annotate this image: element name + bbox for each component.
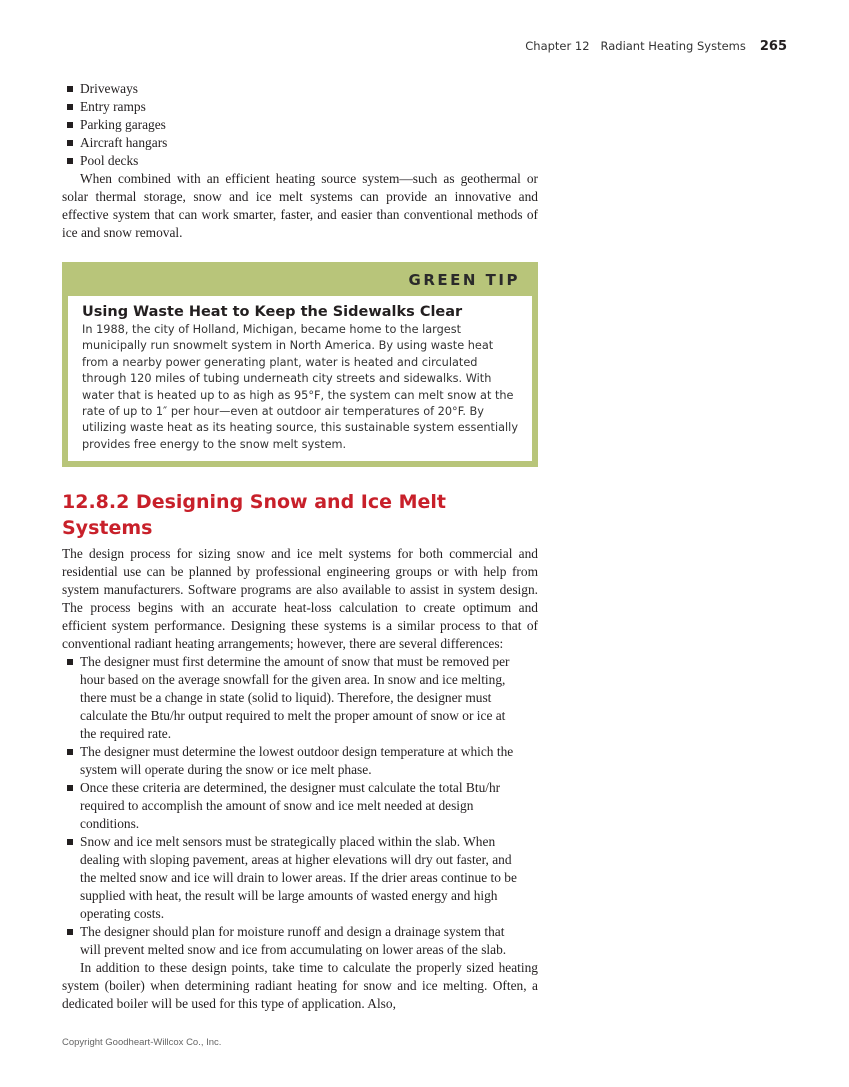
- list-item: [62, 116, 538, 134]
- bullet-icon: [67, 749, 73, 755]
- bullet-icon: [67, 104, 73, 110]
- list-item-text: Once these criteria are determined, the designer must calculate the total Btu/hr required to accomplish the amount of snow and ice melt needed at design conditions.: [80, 780, 501, 832]
- bullet-icon: [67, 122, 73, 128]
- green-tip-title: Using Waste Heat to Keep the Sidewalks Clear: [82, 304, 463, 320]
- list-item: [62, 80, 538, 98]
- bullet-icon: [67, 785, 73, 791]
- list-item: [62, 743, 538, 779]
- green-tip-content: [68, 296, 532, 461]
- bullet-icon: [67, 140, 73, 146]
- green-tip-label: GREEN TIP: [408, 271, 520, 289]
- list-item-text: Entry ramps: [80, 99, 146, 114]
- paragraph: When combined with an efficient heating source system—such as geothermal or solar thermal storage, snow and ice melt systems can provide an innovative and effective system that can work smarter, faster, and easier than conventional methods of ice and snow removal.: [62, 171, 538, 240]
- bullet-icon: [67, 659, 73, 665]
- bullet-icon: [67, 158, 73, 164]
- list-item-text: The designer should plan for moisture runoff and design a drainage system that will prevent melted snow and ice from accumulating on lower areas of the slab.: [80, 924, 507, 958]
- section-heading: 12.8.2 Designing Snow and Ice Melt Systems: [62, 491, 447, 540]
- green-tip-box: [62, 262, 538, 467]
- list-item: [62, 152, 538, 170]
- running-header: [525, 39, 787, 54]
- list-item: [62, 833, 538, 923]
- green-tip-text: In 1988, the city of Holland, Michigan, became home to the largest municipally run snowmelt system in North America. By using waste heat from a nearby power generating plant, water is heated and circulated through 120 miles of tubing underneath city streets and sidewalks. With water that is heated up to as high as 95°F, the system can melt snow at the rate of up to 1″ per hour—even at outdoor air temperatures of 20°F. By utilizing waste heat as its heating source, this sustainable system essentially provides free energy to the snow melt system.: [82, 323, 519, 451]
- bullet-list-differences: [62, 653, 538, 959]
- paragraph: In addition to these design points, take time to calculate the properly sized heating system (boiler) when determining radiant heating for snow and ice melting. Often, a dedicated boiler will be used for this type of application. Also,: [62, 960, 538, 1012]
- bullet-icon: [67, 839, 73, 845]
- main-text: [62, 0, 538, 1013]
- list-item-text: Driveways: [80, 81, 139, 96]
- bullet-icon: [67, 86, 73, 92]
- list-item: [62, 98, 538, 116]
- list-item: [62, 134, 538, 152]
- bullet-icon: [67, 929, 73, 935]
- page-number: 265: [759, 39, 787, 54]
- list-item-text: The designer must first determine the amount of snow that must be removed per hour based on the average snowfall for the given area. In snow and ice melting, there must be a change in state (solid to liquid). Therefore, the designer must calculate the Btu/hr output required to melt the proper amount of snow or ice at the required rate.: [80, 654, 510, 742]
- bullet-list-applications: [62, 80, 538, 170]
- list-item: [62, 779, 538, 833]
- list-item-text: Snow and ice melt sensors must be strategically placed within the slab. When dealing with sloping pavement, areas at higher elevations will dry out faster, and the melted snow and ice will drain to lower areas. If the drier areas continue to be supplied with heat, the result will be large amounts of wasted energy and high operating costs.: [80, 834, 517, 922]
- chapter-title: Chapter 12 Radiant Heating Systems: [525, 39, 746, 53]
- copyright-footer: Copyright Goodheart-Willcox Co., Inc.: [62, 1037, 222, 1049]
- paragraph: The design process for sizing snow and ice melt systems for both commercial and residential use can be planned by professional engineering groups or with help from system manufacturers. Software programs are also available to assist in system design. The process begins with an accurate heat-loss calculation to create optimum and efficient system performance. Designing these systems is a similar process to that of conventional radiant heating arrangements; however, there are several differences:: [62, 546, 538, 652]
- list-item-text: Pool decks: [80, 153, 139, 168]
- list-item: [62, 653, 538, 743]
- list-item: [62, 923, 538, 959]
- list-item-text: The designer must determine the lowest outdoor design temperature at which the system will operate during the snow or ice melt phase.: [80, 744, 514, 778]
- list-item-text: Aircraft hangars: [80, 135, 168, 150]
- list-item-text: Parking garages: [80, 117, 166, 132]
